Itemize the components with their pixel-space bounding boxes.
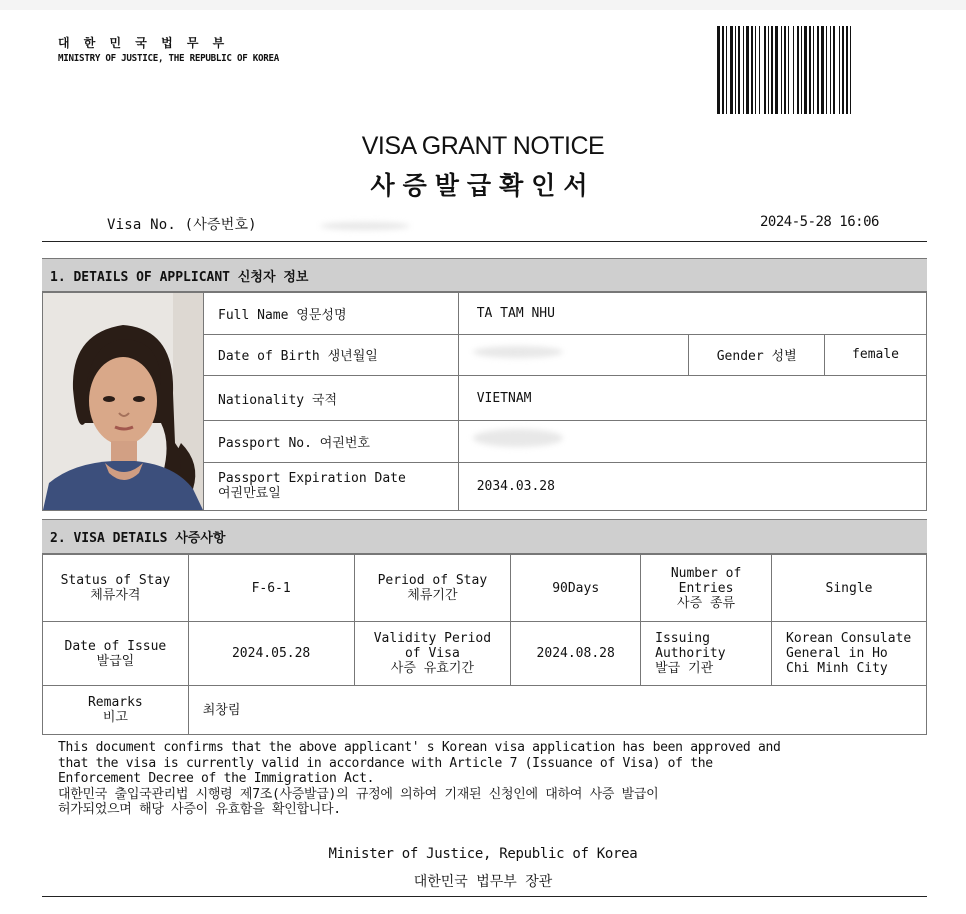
- issuing-authority-value: [772, 622, 927, 686]
- passport-expiration-value: 2034.03.28: [458, 462, 926, 510]
- issuing-authority-label: [641, 622, 772, 686]
- document-title-english: VISA GRANT NOTICE: [361, 132, 605, 160]
- passport-expiration-label: [204, 462, 459, 510]
- gender-label: Gender 성별: [689, 334, 825, 376]
- statement-en-line2: that the visa is currently valid in accordance with Article 7 (Issuance of Visa) of the: [58, 755, 713, 771]
- status-of-stay-value: F-6-1: [188, 555, 354, 622]
- full-name-value: TA TAM NHU: [458, 293, 926, 335]
- nationality-label: Nationality 국적: [204, 376, 459, 421]
- remarks-label-ko: 비고: [102, 710, 128, 725]
- validity-period-label: [354, 622, 511, 686]
- applicant-photo: [43, 293, 204, 511]
- entries-label-line2: Entries: [678, 580, 734, 596]
- header-divider: [42, 241, 927, 242]
- period-of-stay-label: [354, 555, 511, 622]
- status-of-stay-label: [43, 555, 189, 622]
- validity-label-line2: of Visa: [404, 646, 460, 661]
- signatory-english: Minister of Justice, Republic of Korea: [328, 846, 638, 862]
- authority-value-line1: Korean Consulate: [786, 631, 912, 646]
- remarks-label-en: Remarks: [87, 695, 143, 710]
- entries-label-line3: 사증 종류: [677, 595, 736, 611]
- section-heading-visa: 2. VISA DETAILS 사증사항: [42, 519, 927, 554]
- statement-ko-line1: 대한민국 출입국관리법 시행령 제7조(사증발급)의 규정에 의하여 기재된 신청인에 대하여 사증 발급이: [58, 786, 659, 802]
- date-of-issue-label: [43, 622, 189, 686]
- redacted-visa-number: [320, 222, 410, 230]
- validity-label-line3: 사증 유효기간: [390, 661, 474, 676]
- barcode-image: [717, 26, 923, 114]
- ministry-name-korean: 대 한 민 국 법 무 부: [58, 36, 230, 50]
- date-of-issue-label-en: Date of Issue: [64, 638, 167, 654]
- period-of-stay-label-en: Period of Stay: [377, 573, 488, 588]
- visa-details-table: [42, 554, 927, 735]
- statement-en-line1: This document confirms that the above applicant' s Korean visa application has been approved and: [58, 740, 781, 755]
- statement-ko-line2: 허가되었으며 해당 사증이 유효함을 확인합니다.: [58, 802, 341, 817]
- date-of-birth-label: Date of Birth 생년월일: [204, 334, 459, 376]
- validity-label-line1: Validity Period: [373, 631, 492, 646]
- remarks-value: 최창림: [188, 686, 926, 735]
- redacted-date-of-birth: [458, 334, 689, 376]
- section-heading-applicant: 1. DETAILS OF APPLICANT 신청자 정보: [42, 258, 927, 292]
- number-of-entries-value: Single: [772, 555, 927, 622]
- authority-value-line2: General in Ho: [786, 646, 888, 661]
- issued-timestamp: 2024-5-28 16:06: [760, 214, 879, 230]
- date-of-issue-label-ko: 발급일: [96, 653, 135, 669]
- ministry-name-english: MINISTRY OF JUSTICE, THE REPUBLIC OF KOREA: [58, 53, 280, 64]
- signatory-korean: 대한민국 법무부 장관: [413, 874, 553, 890]
- nationality-value: VIETNAM: [458, 376, 926, 421]
- document-title-korean: 사증발급확인서: [370, 171, 596, 200]
- period-of-stay-label-ko: 체류기간: [407, 588, 458, 603]
- remarks-label: [43, 686, 189, 735]
- passport-number-label: Passport No. 여권번호: [204, 421, 459, 463]
- gender-value: female: [825, 334, 927, 376]
- period-of-stay-value: 90Days: [511, 555, 641, 622]
- date-of-issue-value: 2024.05.28: [188, 622, 354, 686]
- validity-period-value: 2024.08.28: [511, 622, 641, 686]
- applicant-details-table: [42, 292, 927, 511]
- authority-label-line1: Issuing: [655, 631, 710, 646]
- footer-divider: [42, 896, 927, 897]
- authority-label-line2: Authority: [655, 646, 726, 661]
- passport-expiration-label-ko: 여권만료일: [218, 486, 281, 502]
- status-of-stay-label-en: Status of Stay: [60, 573, 171, 588]
- statement-en-line3: Enforcement Decree of the Immigration Act.: [58, 771, 375, 786]
- full-name-label: Full Name 영문성명: [204, 293, 459, 335]
- authority-value-line3: Chi Minh City: [786, 661, 888, 676]
- authority-label-line3: 발급 기관: [655, 661, 714, 676]
- visa-number-label: Visa No. (사증번호): [107, 217, 257, 233]
- redacted-passport-number: [458, 421, 926, 463]
- entries-label-line1: Number of: [670, 565, 742, 581]
- confirmation-statement: [58, 740, 928, 818]
- number-of-entries-label: [641, 555, 772, 622]
- passport-expiration-label-en: Passport Expiration Date: [218, 471, 406, 487]
- status-of-stay-label-ko: 체류자격: [90, 588, 141, 603]
